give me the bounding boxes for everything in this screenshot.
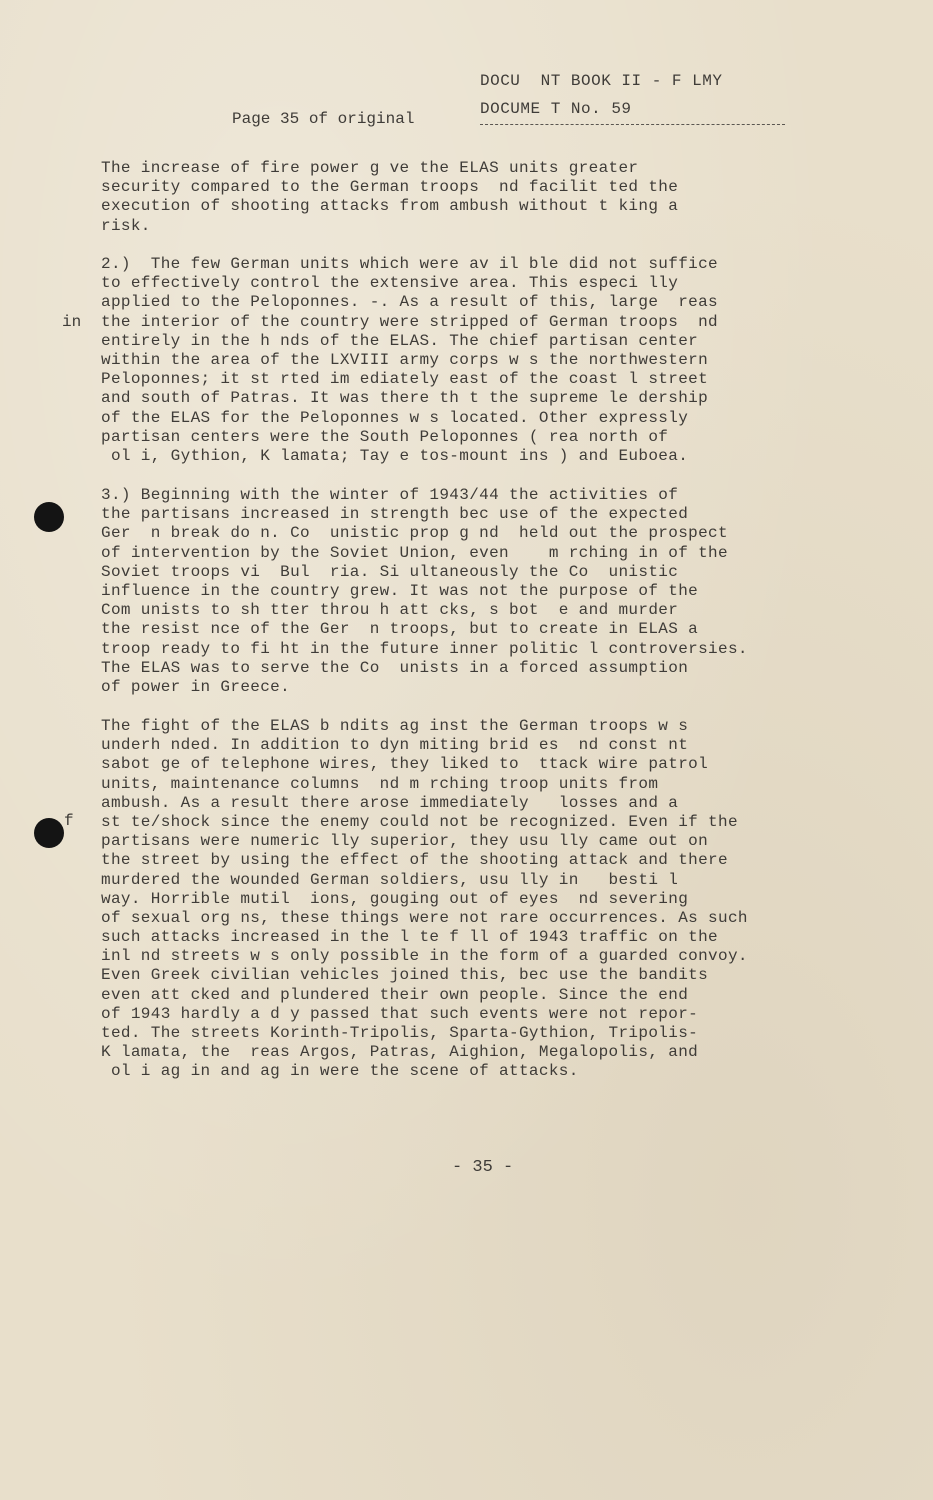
page-number: - 35 - [452, 1158, 514, 1177]
text-line: even att cked and plundered their own people. Since the end [101, 985, 689, 1004]
text-line: of intervention by the Soviet Union, even m rching in of the [101, 543, 728, 562]
text-line: of power in Greece. [101, 677, 291, 696]
text-line: The fight of the ELAS b ndits ag inst the German troops w s [101, 717, 689, 735]
text-line: Ger n break do n. Co unistic prop g nd held out the prospect [101, 524, 728, 543]
text-line: the interior of the country were stripped of German troops nd [101, 312, 718, 331]
margin-note-f: f [64, 812, 74, 830]
text-line: underh nded. In addition to dyn miting brid es nd const nt [101, 736, 689, 755]
text-line: the street by using the effect of the shooting attack and there [101, 851, 728, 870]
text-line: the partisans increased in strength bec use of the expected [101, 505, 689, 524]
text-line: way. Horrible mutil ions, gouging out of eyes nd severing [101, 889, 689, 908]
page-of-original: Page 35 of original [232, 110, 415, 128]
paragraph-intro [101, 159, 861, 236]
text-line: to effectively control the extensive area. This especi lly [101, 274, 679, 293]
text-line: of sexual org ns, these things were not rare occurrences. As such [101, 908, 748, 927]
doc-book-label: DOCU NT BOOK II - F LMY [480, 72, 723, 90]
text-line: partisan centers were the South Peloponnes ( rea north of [101, 427, 669, 446]
text-line: 2.) The few German units which were av il ble did not suffice [101, 255, 718, 273]
text-line: the resist nce of the Ger n troops, but to create in ELAS a [101, 620, 718, 639]
text-line: sabot ge of telephone wires, they liked to ttack wire patrol [101, 755, 709, 774]
text-line: Peloponnes; it st rted im ediately east of the coast l street [101, 370, 709, 389]
text-line: such attacks increased in the l te f ll of 1943 traffic on the [101, 928, 718, 947]
punch-hole-lower [34, 818, 64, 848]
text-line: ol i, Gythion, K lamata; Tay e tos-mount ins ) and Euboea. [101, 446, 689, 465]
text-line: The increase of fire power g ve the ELAS units greater [101, 159, 639, 177]
punch-hole-upper [34, 502, 64, 532]
text-line: of 1943 hardly a d y passed that such events were not repor- [101, 1004, 699, 1023]
text-line: applied to the Peloponnes. -. As a result of this, large reas [101, 293, 718, 312]
text-line: ambush. As a result there arose immediately losses and a [101, 793, 679, 812]
text-line: ted. The streets Korinth-Tripolis, Sparta-Gythion, Tripolis- [101, 1024, 699, 1042]
paragraph-3 [101, 486, 861, 697]
text-line: K lamata, the reas Argos, Patras, Aighion, Megalopolis, and [101, 1043, 699, 1062]
paragraph-2 [101, 255, 861, 466]
text-line: partisans were numeric lly superior, they usu lly came out on [101, 832, 709, 851]
text-line: of the ELAS for the Peloponnes w s located. Other expressly [101, 408, 689, 427]
text-line: troop ready to fi ht in the future inner politic l controversies. [101, 639, 748, 658]
text-line: within the area of the LXVIII army corps w s the northwestern [101, 350, 709, 369]
text-line: units, maintenance columns nd m rching troop units from [101, 774, 659, 793]
margin-note-in: in [62, 313, 82, 331]
document-header [480, 72, 785, 125]
text-line: ol i ag in and ag in were the scene of attacks. [101, 1062, 579, 1081]
text-line: st te/shock since the enemy could not be recognized. Even if the [101, 812, 738, 831]
text-line: 3.) Beginning with the winter of 1943/44 the activities of [101, 486, 679, 504]
text-line: inl nd streets w s only possible in the form of a guarded convoy. [101, 947, 748, 966]
text-line: murdered the wounded German soldiers, usu lly in besti l [101, 870, 679, 889]
text-line: Even Greek civilian vehicles joined this, bec use the bandits [101, 966, 709, 985]
paragraph-4 [101, 717, 861, 1082]
header-underline [480, 124, 785, 125]
text-line: The ELAS was to serve the Co unists in a forced assumption [101, 658, 689, 677]
text-line: security compared to the German troops nd facilit ted the [101, 178, 679, 197]
text-line: influence in the country grew. It was not the purpose of the [101, 581, 699, 600]
text-line: Soviet troops vi Bul ria. Si ultaneously the Co unistic [101, 562, 679, 581]
text-line: Com unists to sh tter throu h att cks, s bot e and murder [101, 601, 679, 620]
doc-number-label: DOCUME T No. 59 [480, 100, 632, 118]
text-line: and south of Patras. It was there th t the supreme le dership [101, 389, 709, 408]
text-line: execution of shooting attacks from ambush without t king a [101, 197, 679, 216]
text-line: risk. [101, 216, 151, 235]
text-line: entirely in the h nds of the ELAS. The chief partisan center [101, 331, 699, 350]
